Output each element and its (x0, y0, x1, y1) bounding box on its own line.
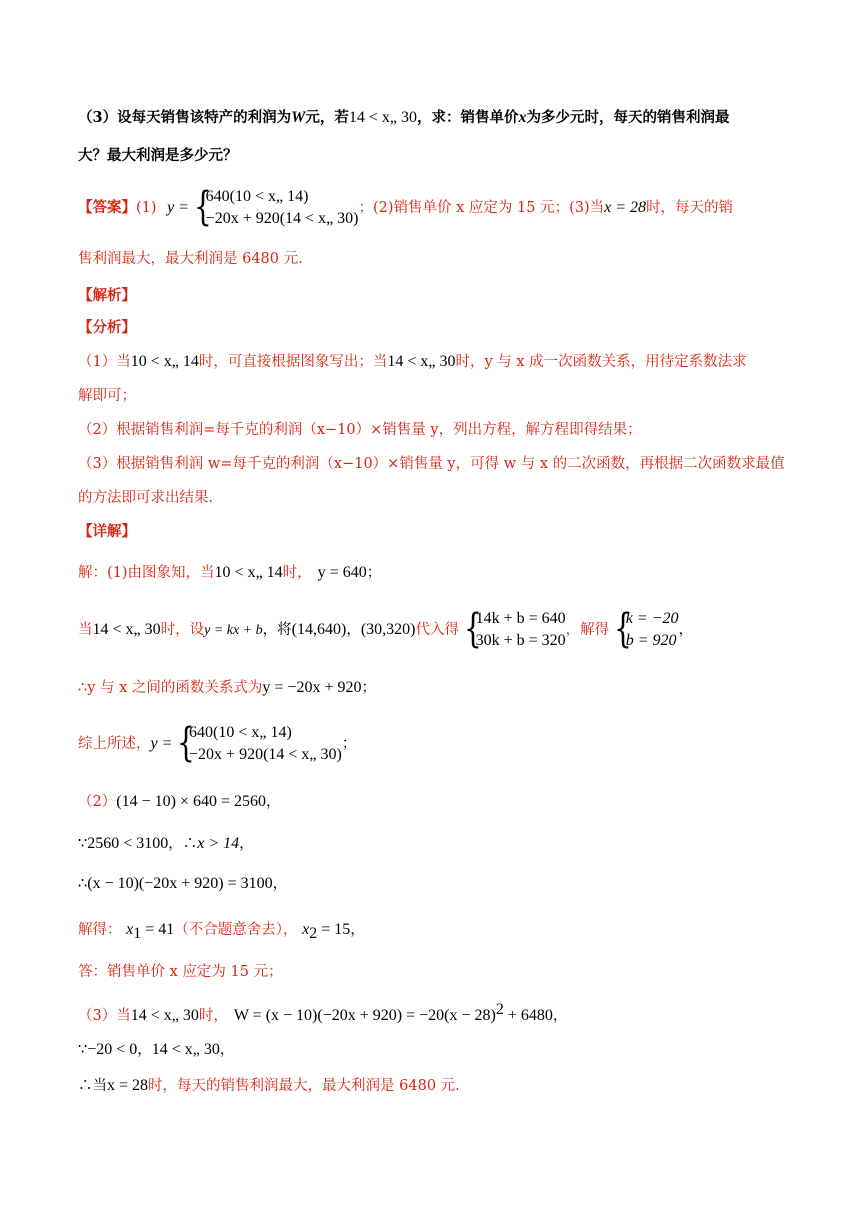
punct: ， (346, 622, 361, 638)
question-3-line-2: 大？最大利润是多少元？ (78, 147, 238, 164)
because-symbol: ∵ (78, 1042, 88, 1058)
math-range: 10 < x„ 14 (214, 564, 283, 581)
detail-step-5 (78, 792, 280, 812)
detail-step-12 (78, 1076, 460, 1096)
detail-text: （不合题意舍去）， (174, 922, 298, 938)
detail-text: ，将 (262, 622, 292, 638)
math-eq: W = (x − 10)(−20x + 920) = −20(x − 28) (233, 1006, 496, 1024)
equation-system-1: { 14k + b = 640 30k + b = 320 (463, 606, 566, 652)
punct: ， (552, 1007, 568, 1024)
system-sol-1: k = −20 (625, 610, 679, 627)
math-linear: y = kx + b (204, 623, 263, 638)
punct: ， (219, 1042, 235, 1058)
therefore-symbol: ∴当 (78, 1078, 107, 1094)
math-range: 14 < x„ 30 (151, 1041, 220, 1058)
detail-text: 时， (282, 565, 312, 581)
math-x: x (518, 109, 527, 126)
detail-text: ，解得 (565, 622, 610, 638)
punct: ， (678, 622, 693, 638)
punct: ， (137, 1042, 152, 1058)
xiangjie-heading: 【详解】 (78, 523, 136, 540)
subscript: 2 (309, 924, 318, 942)
punct: ， (239, 836, 254, 852)
math-ineq: x > 14 (197, 835, 240, 852)
detail-text: 时，每天的销售利润最大，最大利润是 6480 元. (148, 1078, 460, 1094)
punct: ； (341, 736, 357, 752)
because-symbol: ∵ (78, 836, 88, 852)
detail-step-7 (78, 874, 287, 894)
analysis-3-line-2: 的方法即可求出结果. (78, 490, 214, 506)
subscript: 1 (133, 924, 142, 942)
q3-text: （3）设每天销售该特产的利润为 (78, 109, 292, 126)
detail-step-2 (78, 608, 693, 652)
math-x1: x (126, 921, 134, 938)
detail-step-3 (78, 678, 376, 698)
analysis-1-line-1 (78, 352, 747, 372)
detail-step-8 (78, 920, 365, 944)
detail-text: （3）当 (78, 1007, 131, 1024)
detail-text: （2） (78, 794, 117, 810)
detail-step-6 (78, 834, 254, 854)
punct: ； (366, 565, 382, 581)
answer-part: (1) (136, 200, 157, 216)
math-value: = 15 (317, 921, 351, 938)
detail-text: 时， (198, 1007, 228, 1024)
therefore-symbol: ∴ (78, 876, 88, 892)
detail-step-10 (78, 1000, 567, 1026)
punct: ； (361, 680, 376, 696)
detail-text: 当 (78, 622, 93, 638)
analysis-text: 时，可直接根据图象写出；当 (198, 354, 388, 370)
answer-tag: 【答案】 (78, 199, 136, 216)
analysis-text: （1）当 (78, 354, 131, 370)
math-range: 14 < x„ 30 (130, 1006, 199, 1024)
detail-text: ∴y 与 x 之间的函数关系式为 (78, 680, 263, 696)
q3-text: 元，若 (305, 109, 349, 126)
piecewise-case-1: 640(10 < x„ 14) (205, 188, 309, 205)
punct: ， (272, 876, 288, 892)
math-W: W (291, 109, 306, 126)
math-x2: x (302, 921, 310, 938)
math-eq: x = 28 (107, 1077, 149, 1094)
math-range: 14 < x„ 30 (92, 621, 161, 638)
math-eq: y = 640 (317, 564, 367, 581)
piecewise-case-2: −20x + 920(14 < x„ 30) (205, 210, 359, 227)
math-eq: (14 − 10) × 640 = 2560 (116, 793, 266, 810)
answer-line-1 (78, 186, 733, 230)
math-y-eq: y = (150, 735, 173, 752)
detail-text: 解得： (78, 922, 122, 938)
math-y-eq: y = (167, 199, 190, 216)
answer-line-2: 售利润最大，最大利润是 6480 元. (78, 251, 303, 267)
detail-step-9: 答：销售单价 x 应定为 15 元； (78, 964, 283, 980)
system-eq-2: 30k + b = 320 (475, 632, 566, 649)
system-eq-1: 14k + b = 640 (475, 610, 566, 627)
system-sol-2: b = 920 (625, 632, 677, 649)
piecewise-case-1: 640(10 < x„ 14) (189, 724, 292, 741)
detail-step-4 (78, 722, 356, 766)
math-ineq: 2560 < 3100 (87, 835, 169, 852)
analysis-text: 时，y 与 x 成一次函数关系，用待定系数法求 (455, 354, 747, 370)
equation-system-2: { k = −20 b = 920 (613, 606, 679, 652)
math-eq: (x − 10)(−20x + 920) = 3100 (87, 875, 273, 892)
q3-text: 为多少元时，每天的销售利润最 (526, 109, 730, 126)
detail-step-1 (78, 563, 381, 583)
math-range: 10 < x„ 14 (130, 353, 199, 370)
piecewise-function-summary: { 640(10 < x„ 14) −20x + 920(14 < x„ 30) (177, 720, 342, 766)
answer-part: ；(2)销售单价 x 应定为 15 元；(3)当 (358, 200, 605, 216)
detail-text: 解：(1)由图象知，当 (78, 565, 215, 581)
piecewise-function: { 640(10 < x„ 14) −20x + 920(14 < x„ 30) (193, 184, 359, 230)
piecewise-case-2: −20x + 920(14 < x„ 30) (189, 746, 342, 763)
jiexi-heading: 【解析】 (78, 287, 136, 304)
detail-text: 代入得 (415, 622, 459, 638)
q3-text: ，求：销售单价 (416, 109, 519, 126)
superscript: 2 (495, 1001, 504, 1018)
analysis-3-line-1: （3）根据销售利润 w=每千克的利润（x−10）×销售量 y，可得 w 与 x 的二次函数，再根据二次函数求最值 (78, 456, 785, 472)
fenxi-heading: 【分析】 (78, 319, 136, 336)
math-point: (30,320) (360, 621, 416, 638)
analysis-1-line-2: 解即可； (78, 388, 136, 404)
math-eq: y = −20x + 920 (262, 679, 362, 696)
detail-step-11 (78, 1040, 234, 1060)
math-eq: + 6480 (503, 1006, 553, 1024)
question-3-line-1 (78, 108, 729, 128)
detail-text: 综上所述， (78, 736, 151, 752)
punct: ， (265, 794, 281, 810)
detail-text: 时，设 (160, 622, 205, 638)
math-point: (14,640) (291, 621, 347, 638)
math-value: = 41 (141, 921, 175, 938)
analysis-2: （2）根据销售利润=每千克的利润（x−10）×销售量 y，列出方程，解方程即得结果； (78, 422, 642, 438)
punct: ， (350, 922, 365, 938)
math-range: 14 < x„ 30 (348, 109, 417, 126)
math-ineq: −20 < 0 (87, 1041, 138, 1058)
math-x28: x = 28 (604, 199, 647, 216)
answer-part: 时，每天的销 (646, 200, 734, 216)
therefore-symbol: ，∴ (168, 836, 198, 852)
math-range: 14 < x„ 30 (387, 353, 456, 370)
